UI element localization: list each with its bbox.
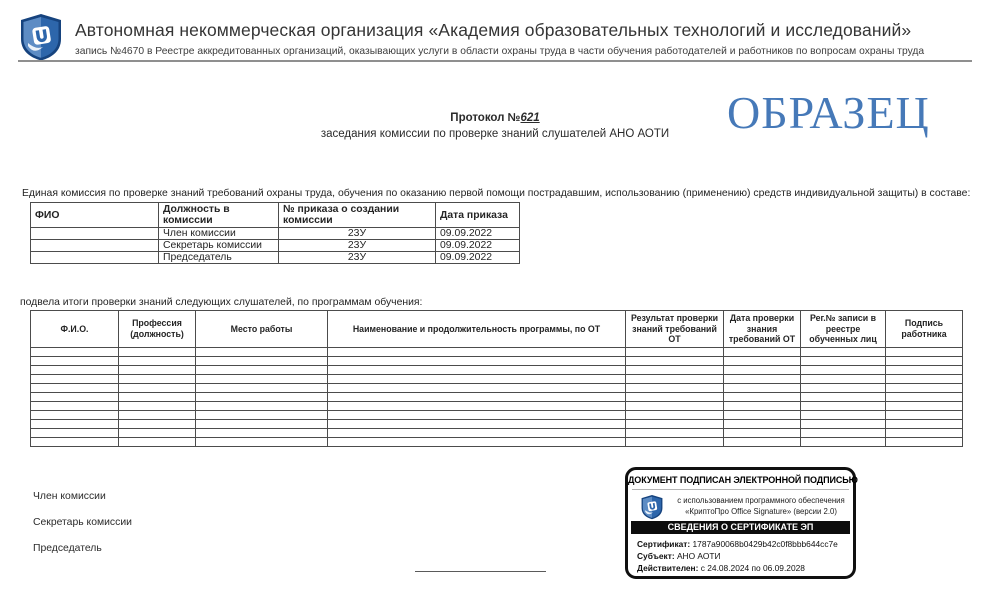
results-empty-cell [196, 428, 328, 437]
results-empty-cell [196, 347, 328, 356]
results-empty-cell [196, 374, 328, 383]
results-empty-cell [801, 419, 886, 428]
stamp-cert-label: Сертификат: [637, 539, 691, 549]
signature-label-chairman: Председатель [33, 543, 102, 554]
results-header-row [31, 311, 963, 348]
results-empty-cell [724, 410, 801, 419]
commission-header-row [31, 203, 520, 228]
commission-col-date: Дата приказа [436, 203, 520, 228]
results-empty-cell [31, 437, 119, 446]
cell-role: Секретарь комиссии [159, 240, 279, 252]
results-empty-cell [801, 365, 886, 374]
results-empty-cell [626, 356, 724, 365]
results-empty-cell [801, 410, 886, 419]
results-empty-row [31, 419, 963, 428]
results-intro: подвела итоги проверки знаний следующих слушателей, по программам обучения: [20, 297, 423, 308]
results-empty-cell [801, 437, 886, 446]
results-empty-row [31, 374, 963, 383]
stamp-divider [632, 489, 849, 490]
cell-fio [31, 240, 159, 252]
results-empty-cell [724, 401, 801, 410]
results-empty-cell [886, 392, 963, 401]
results-col-fio: Ф.И.О. [31, 311, 119, 348]
results-empty-cell [119, 365, 196, 374]
results-empty-cell [119, 347, 196, 356]
results-empty-cell [119, 428, 196, 437]
results-empty-cell [626, 419, 724, 428]
cell-role: Председатель [159, 252, 279, 264]
results-empty-cell [31, 374, 119, 383]
results-empty-cell [31, 401, 119, 410]
results-empty-cell [196, 365, 328, 374]
results-empty-cell [626, 347, 724, 356]
results-empty-cell [886, 437, 963, 446]
intro-paragraph: Единая комиссия по проверке знаний требований охраны труда, обучения по оказанию первой помощи пострадавшим, использованию (применению) средств индивидуальной защиты) в составе: [22, 188, 971, 199]
results-empty-cell [119, 437, 196, 446]
results-empty-cell [328, 347, 626, 356]
results-empty-cell [119, 374, 196, 383]
commission-col-order: № приказа о создании комиссии [279, 203, 436, 228]
stamp-cert-value: 1787a90068b0429b42c0f8bbb644cc7e [692, 539, 838, 549]
results-empty-cell [196, 356, 328, 365]
results-empty-cell [801, 428, 886, 437]
results-empty-cell [196, 383, 328, 392]
results-empty-cell [31, 383, 119, 392]
results-empty-cell [886, 365, 963, 374]
results-empty-row [31, 356, 963, 365]
results-empty-cell [886, 374, 963, 383]
results-col-checkdate: Дата проверки знания требований ОТ [724, 311, 801, 348]
results-empty-cell [31, 428, 119, 437]
results-empty-cell [724, 437, 801, 446]
results-empty-cell [626, 365, 724, 374]
results-empty-cell [119, 419, 196, 428]
stamp-subject-label: Субъект: [637, 551, 675, 561]
stamp-subject-line [637, 550, 847, 562]
results-empty-cell [328, 392, 626, 401]
results-empty-cell [626, 383, 724, 392]
signature-label-secretary: Секретарь комиссии [33, 517, 132, 528]
results-empty-cell [724, 365, 801, 374]
results-empty-cell [31, 365, 119, 374]
results-empty-cell [31, 410, 119, 419]
results-empty-cell [31, 356, 119, 365]
stamp-valid-value: с 24.08.2024 по 06.09.2028 [700, 563, 805, 573]
results-table-body [31, 347, 963, 446]
results-table [30, 310, 963, 447]
results-empty-cell [724, 428, 801, 437]
results-empty-cell [801, 374, 886, 383]
stamp-software-line2: «КриптоПро Office Signature» (версии 2.0) [685, 506, 837, 516]
shield-logo-icon [18, 13, 64, 61]
results-empty-cell [196, 392, 328, 401]
results-empty-cell [119, 401, 196, 410]
results-empty-cell [724, 383, 801, 392]
cell-order: 23У [279, 252, 436, 264]
results-empty-cell [328, 419, 626, 428]
cell-fio [31, 252, 159, 264]
results-empty-cell [31, 392, 119, 401]
results-empty-cell [724, 347, 801, 356]
commission-row [31, 252, 520, 264]
results-empty-cell [119, 410, 196, 419]
commission-table [30, 202, 520, 264]
results-col-signature: Подпись работника [886, 311, 963, 348]
watermark-obrazec: ОБРАЗЕЦ [727, 87, 930, 138]
results-empty-cell [196, 410, 328, 419]
cell-fio [31, 228, 159, 240]
commission-row [31, 228, 520, 240]
results-empty-cell [626, 374, 724, 383]
protocol-number: 621 [520, 112, 540, 124]
results-empty-cell [626, 401, 724, 410]
stamp-cert-line [637, 538, 847, 550]
protocol-subtitle: заседания комиссии по проверке знаний слушателей АНО АОТИ [320, 128, 670, 140]
results-empty-cell [31, 419, 119, 428]
commission-row [31, 240, 520, 252]
results-empty-cell [626, 437, 724, 446]
cell-date: 09.09.2022 [436, 252, 520, 264]
results-empty-cell [886, 383, 963, 392]
results-empty-cell [626, 392, 724, 401]
results-col-profession: Профессия (должность) [119, 311, 196, 348]
results-empty-cell [196, 437, 328, 446]
stamp-subject-value: АНО АОТИ [676, 551, 721, 561]
results-empty-cell [119, 383, 196, 392]
results-empty-cell [886, 347, 963, 356]
results-empty-cell [801, 347, 886, 356]
results-empty-cell [328, 410, 626, 419]
org-title: Автономная некоммерческая организация «Академия образовательных технологий и исследований» [75, 20, 912, 40]
results-empty-row [31, 365, 963, 374]
commission-col-fio: ФИО [31, 203, 159, 228]
stamp-software-text [672, 496, 850, 517]
results-empty-cell [328, 401, 626, 410]
results-col-workplace: Место работы [196, 311, 328, 348]
results-empty-cell [626, 428, 724, 437]
results-empty-cell [801, 392, 886, 401]
stamp-valid-line [637, 562, 847, 574]
results-empty-cell [724, 356, 801, 365]
stamp-title: ДОКУМЕНТ ПОДПИСАН ЭЛЕКТРОННОЙ ПОДПИСЬЮ [628, 475, 858, 485]
results-empty-cell [328, 428, 626, 437]
results-empty-cell [119, 392, 196, 401]
esign-stamp [625, 467, 856, 579]
results-empty-cell [328, 356, 626, 365]
cell-date: 09.09.2022 [436, 240, 520, 252]
results-empty-row [31, 410, 963, 419]
results-empty-row [31, 437, 963, 446]
org-subtitle: запись №4670 в Реестре аккредитованных организаций, оказывающих услуги в области охраны труда в части обучения работодателей и работников по вопросам охраны труда [75, 46, 925, 57]
results-empty-cell [801, 401, 886, 410]
results-empty-cell [626, 410, 724, 419]
results-empty-cell [886, 419, 963, 428]
protocol-title [0, 112, 990, 124]
stamp-software-line1: с использованием программного обеспечения [677, 496, 845, 505]
signature-label-member: Член комиссии [33, 491, 106, 502]
results-empty-cell [328, 437, 626, 446]
stamp-valid-label: Действителен: [637, 563, 699, 573]
protocol-title-prefix: Протокол № [450, 112, 521, 124]
results-col-program: Наименование и продолжительность программы, по ОТ [328, 311, 626, 348]
cell-date: 09.09.2022 [436, 228, 520, 240]
results-empty-cell [196, 419, 328, 428]
cell-order: 23У [279, 240, 436, 252]
signature-line [415, 571, 546, 572]
results-empty-cell [328, 365, 626, 374]
commission-col-role: Должность в комиссии [159, 203, 279, 228]
results-empty-cell [724, 392, 801, 401]
cell-role: Член комиссии [159, 228, 279, 240]
results-empty-cell [724, 419, 801, 428]
results-empty-cell [801, 356, 886, 365]
results-empty-row [31, 428, 963, 437]
results-empty-cell [119, 356, 196, 365]
results-empty-cell [886, 428, 963, 437]
stamp-info [637, 538, 847, 574]
results-empty-row [31, 401, 963, 410]
cell-order: 23У [279, 228, 436, 240]
header-rule [18, 60, 972, 62]
results-empty-cell [31, 347, 119, 356]
results-empty-row [31, 383, 963, 392]
results-empty-cell [328, 383, 626, 392]
results-empty-cell [801, 383, 886, 392]
results-empty-row [31, 392, 963, 401]
stamp-shield-logo-icon [640, 494, 664, 520]
results-col-regnum: Рег.№ записи в реестре обученных лиц [801, 311, 886, 348]
results-empty-cell [886, 356, 963, 365]
results-empty-cell [328, 374, 626, 383]
results-col-result: Результат проверки знаний требований ОТ [626, 311, 724, 348]
results-empty-cell [196, 401, 328, 410]
stamp-cert-bar: СВЕДЕНИЯ О СЕРТИФИКАТЕ ЭП [631, 521, 850, 534]
results-empty-row [31, 347, 963, 356]
results-empty-cell [724, 374, 801, 383]
results-empty-cell [886, 401, 963, 410]
results-empty-cell [886, 410, 963, 419]
